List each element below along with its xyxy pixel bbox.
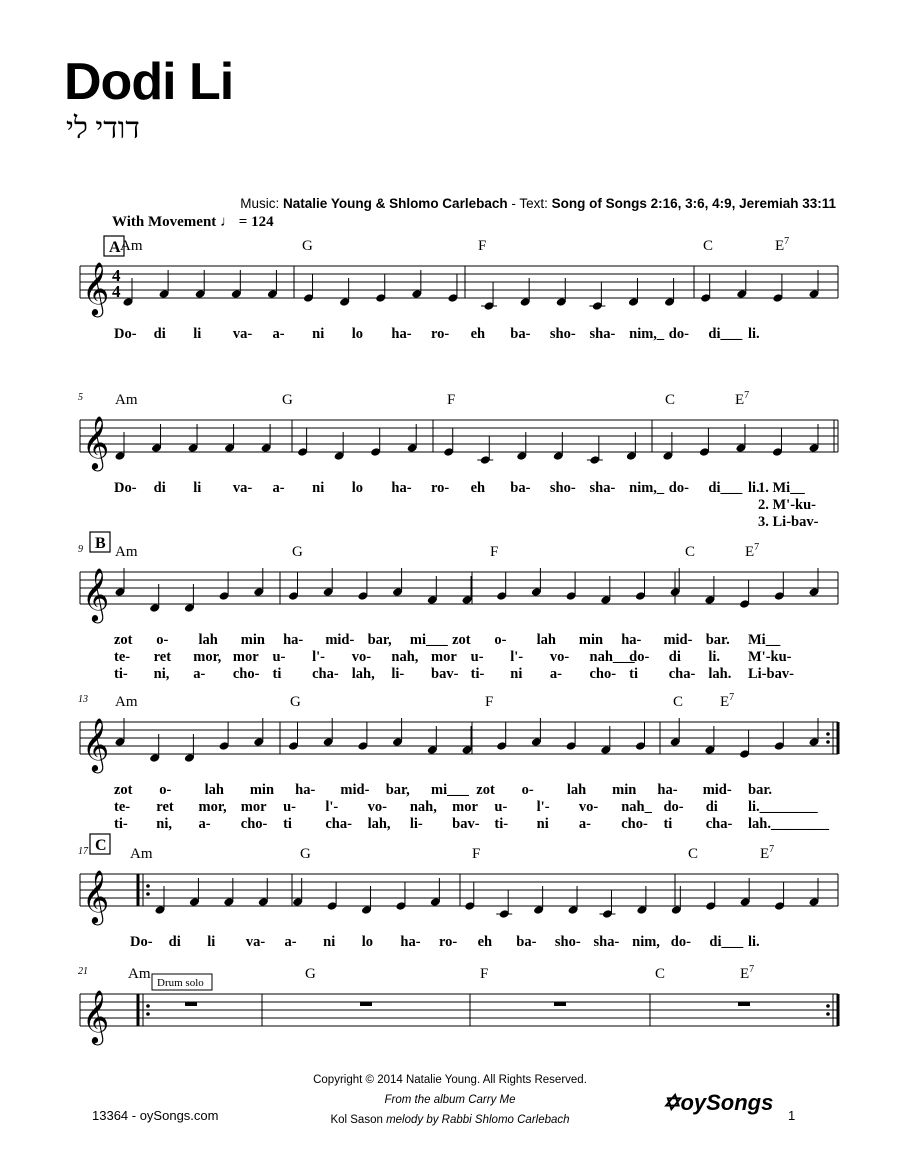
lyric-syllable: zot — [452, 632, 471, 648]
lyric-syllable: ti- — [470, 666, 485, 682]
lyric-syllable: nim, — [632, 934, 660, 950]
lyric-syllable: ni, — [153, 666, 170, 682]
lyric-syllable: cha- — [325, 816, 352, 832]
lyric-syllable: te- — [114, 799, 131, 815]
lyric-syllable: min — [240, 632, 265, 648]
chord-symbol: Am — [115, 694, 138, 710]
text-source: Song of Songs 2:16, 3:6, 4:9, Jeremiah 33:11 — [551, 196, 836, 211]
tempo-bpm: = 124 — [238, 214, 274, 230]
lyric-syllable: l'- — [312, 649, 326, 665]
kol-sason-prefix: Kol Sason — [330, 1114, 383, 1126]
chord-symbol: Am — [128, 966, 151, 982]
lyric-syllable: eh — [470, 480, 486, 496]
chord-symbol: Am — [115, 392, 138, 408]
lyric-syllable: o- — [494, 632, 507, 648]
repeat-dot — [146, 1012, 150, 1016]
lyric-syllable: zot — [114, 782, 133, 798]
lyric-syllable: ha- — [295, 782, 316, 798]
repeat-dot — [826, 1012, 830, 1016]
lyric-syllable: ba- — [510, 480, 531, 496]
time-signature-top: 4 — [112, 266, 121, 285]
lyric-syllable: min — [578, 632, 604, 648]
lyric-syllable: te- — [114, 649, 131, 665]
lyric-syllable: mi___ — [431, 782, 469, 798]
lyric-syllable: nah, — [391, 649, 419, 665]
chord-symbol: G — [305, 966, 316, 982]
measure-number: 13 — [78, 694, 88, 705]
oysongs-logo: ✡oySongs — [662, 1090, 774, 1115]
repeat-dot — [826, 740, 830, 744]
chord-symbol: G — [292, 544, 303, 560]
catalog-number: 13364 - oySongs.com — [92, 1108, 219, 1123]
lyric-syllable: u- — [272, 649, 286, 665]
lyric-syllable: ha- — [657, 782, 678, 798]
lyric-syllable: ti — [663, 816, 673, 832]
lyric-syllable: li- — [391, 666, 405, 682]
lyric-syllable: ha- — [391, 480, 412, 496]
lyric-syllable: a- — [578, 816, 592, 832]
lyric-syllable: mi___ — [409, 632, 448, 648]
chord-seventh: 7 — [784, 236, 790, 247]
lyric-syllable: do- — [670, 934, 691, 950]
lyric-syllable: di___ — [708, 326, 743, 342]
chord-symbol: $E^7$ — [720, 692, 735, 710]
lyric-syllable: li- — [409, 816, 423, 832]
rehearsal-mark: A — [109, 239, 121, 256]
lyric-syllable: lah, — [351, 666, 375, 682]
lyric-syllable: mor — [240, 799, 267, 815]
measure-number: 21 — [78, 966, 88, 977]
lyric-syllable: ni — [312, 480, 325, 496]
repeat-dot — [146, 1004, 150, 1008]
lyric-syllable: lah.________ — [748, 816, 829, 832]
lyric-syllable: bar. — [705, 632, 730, 648]
treble-clef-icon: 𝄞 — [82, 261, 110, 315]
rehearsal-mark: C — [95, 837, 107, 854]
lyric-syllable: bar. — [748, 782, 773, 798]
lyric-syllable: li.________ — [748, 799, 818, 815]
lyric-syllable: va- — [232, 326, 253, 342]
lyric-syllable: bav- — [452, 816, 480, 832]
lyric-syllable: ba- — [510, 326, 531, 342]
page-number: 1 — [788, 1108, 796, 1123]
measure-number: 5 — [78, 392, 83, 403]
chord-symbol: G — [302, 238, 313, 254]
verse-number: 2. M'-ku- — [758, 497, 816, 513]
lyric-syllable: di___ — [709, 934, 744, 950]
lyric-syllable: Mi__ — [748, 632, 781, 648]
chord-symbol: Am — [115, 544, 138, 560]
lyric-syllable: nah_ — [621, 799, 652, 815]
lyric-syllable: ti — [629, 666, 638, 682]
chord-symbol: C — [673, 694, 684, 710]
lyric-syllable: ni — [323, 934, 336, 950]
chord-symbol: $E^7$ — [775, 236, 790, 254]
lyric-syllable: lah. — [708, 666, 732, 682]
chord-symbol: C — [688, 846, 699, 862]
lyric-syllable: Li-bav- — [748, 666, 794, 682]
lyric-syllable: sha- — [593, 934, 620, 950]
lyric-syllable: ba- — [516, 934, 537, 950]
lyric-syllable: di — [705, 799, 718, 815]
kol-sason-suffix: melody by Rabbi Shlomo Carlebach — [386, 1114, 570, 1126]
chord-seventh: 7 — [729, 692, 735, 703]
lyric-syllable: cha- — [668, 666, 696, 682]
lyric-syllable: va- — [245, 934, 266, 950]
chord-symbol: Am — [120, 238, 143, 254]
treble-clef-icon: 𝄞 — [82, 415, 110, 469]
lyric-syllable: do- — [663, 799, 684, 815]
lyric-syllable: cho- — [621, 816, 648, 832]
lyric-syllable: Do- — [130, 934, 153, 950]
music-label: Music: — [240, 196, 280, 211]
repeat-dot — [146, 892, 150, 896]
lyric-syllable: nim,_ — [629, 480, 665, 496]
lyric-syllable: u- — [283, 799, 296, 815]
chord-symbol: C — [685, 544, 696, 560]
chord-symbol: G — [290, 694, 301, 710]
lyric-syllable: li. — [748, 480, 760, 496]
repeat-dot — [826, 1004, 830, 1008]
lyric-syllable: mid- — [340, 782, 370, 798]
lyric-syllable: cha- — [705, 816, 733, 832]
lyric-syllable: ha- — [400, 934, 421, 950]
lyric-syllable: o- — [521, 782, 534, 798]
lyric-syllable: di___ — [708, 480, 743, 496]
lyric-syllable: l'- — [510, 649, 524, 665]
lyric-syllable: mor — [452, 799, 478, 815]
chord-symbol: $E^7$ — [760, 844, 775, 862]
lyric-syllable: mid- — [325, 632, 355, 648]
lyric-syllable: di — [168, 934, 181, 950]
lyric-syllable: l'- — [536, 799, 550, 815]
lyric-syllable: ret — [153, 649, 172, 665]
chord-symbol: $E^7$ — [745, 542, 760, 560]
lyric-syllable: do- — [668, 326, 689, 342]
lyric-syllable: zot — [114, 632, 133, 648]
lyric-syllable: do- — [629, 649, 650, 665]
lyric-syllable: lah, — [367, 816, 391, 832]
lyric-syllable: di — [153, 480, 166, 496]
chord-symbol: $E^7$ — [735, 390, 750, 408]
tempo-text: With Movement — [112, 214, 217, 230]
lyric-syllable: lah — [204, 782, 224, 798]
lyric-syllable: vo- — [351, 649, 372, 665]
lyric-syllable: ti- — [114, 816, 128, 832]
verse-number: 3. Li-bav- — [758, 514, 819, 530]
lyric-syllable: ro- — [431, 480, 450, 496]
lyric-syllable: o- — [159, 782, 172, 798]
lyric-syllable: li. — [708, 649, 721, 665]
lyric-syllable: do- — [668, 480, 689, 496]
whole-rest — [738, 1002, 750, 1006]
lyric-syllable: l'- — [325, 799, 339, 815]
lyric-syllable: zot — [476, 782, 495, 798]
lyric-syllable: cha- — [312, 666, 339, 682]
lyric-syllable: vo- — [578, 799, 599, 815]
lyric-syllable: a- — [272, 480, 285, 496]
treble-clef-icon: 𝄞 — [82, 717, 110, 771]
lyric-syllable: li — [193, 326, 202, 342]
lyric-syllable: lo — [361, 934, 374, 950]
composers: Natalie Young & Shlomo Carlebach — [283, 196, 508, 211]
verse-number: 1. Mi__ — [758, 480, 805, 496]
whole-rest — [554, 1002, 566, 1006]
lyric-syllable: min — [612, 782, 637, 798]
chord-seventh: 7 — [749, 964, 755, 975]
treble-clef-icon: 𝄞 — [82, 869, 110, 923]
lyric-syllable: di — [153, 326, 166, 342]
lyric-syllable: nah___ — [589, 649, 635, 665]
lyric-syllable: sho- — [549, 326, 576, 342]
measure-number: 9 — [78, 544, 83, 555]
treble-clef-icon: 𝄞 — [82, 989, 110, 1043]
repeat-dot — [826, 732, 830, 736]
lyric-syllable: mor — [232, 649, 259, 665]
chord-seventh: 7 — [754, 542, 760, 553]
lyric-syllable: eh — [470, 326, 486, 342]
lyric-syllable: a- — [198, 816, 211, 832]
lyric-syllable: o- — [156, 632, 169, 648]
lyric-syllable: mor — [431, 649, 457, 665]
chord-symbol: F — [447, 392, 456, 408]
lyric-syllable: lah — [566, 782, 587, 798]
text-label: - Text: — [511, 196, 548, 211]
lyric-syllable: u- — [470, 649, 484, 665]
lyric-syllable: Do- — [114, 480, 137, 496]
time-signature-bottom: 4 — [112, 282, 121, 301]
lyric-syllable: ni — [510, 666, 523, 682]
chord-symbol: F — [472, 846, 481, 862]
lyric-syllable: bar, — [385, 782, 410, 798]
chord-symbol: F — [478, 238, 487, 254]
rehearsal-mark: B — [95, 535, 106, 552]
lyric-syllable: sho- — [554, 934, 581, 950]
lyric-syllable: bav- — [431, 666, 459, 682]
lyric-syllable: sha- — [589, 480, 616, 496]
chord-symbol: F — [490, 544, 499, 560]
lyric-syllable: ti- — [114, 666, 128, 682]
lyric-syllable: cho- — [589, 666, 617, 682]
album-line: From the album Carry Me — [384, 1094, 516, 1106]
chord-symbol: C — [703, 238, 714, 254]
lyric-syllable: mid- — [702, 782, 732, 798]
whole-rest — [185, 1002, 197, 1006]
lyric-syllable: ti- — [494, 816, 509, 832]
lyric-syllable: u- — [494, 799, 508, 815]
whole-rest — [360, 1002, 372, 1006]
lyric-syllable: ni — [312, 326, 325, 342]
lyric-syllable: lah — [198, 632, 218, 648]
chord-symbol: Am — [130, 846, 153, 862]
song-title: Dodi Li — [64, 53, 234, 111]
lyric-syllable: nah, — [409, 799, 437, 815]
lyric-syllable: ti — [272, 666, 282, 682]
chord-symbol: C — [665, 392, 676, 408]
lyric-syllable: a- — [272, 326, 285, 342]
lyric-syllable: ro- — [431, 326, 450, 342]
lyric-syllable: ti — [283, 816, 292, 832]
lyric-syllable: di — [668, 649, 681, 665]
lyric-syllable: eh — [477, 934, 493, 950]
lyric-syllable: va- — [232, 480, 253, 496]
logo-text: oySongs — [680, 1090, 774, 1115]
lyric-syllable: lo — [351, 480, 364, 496]
lyric-syllable: ro- — [439, 934, 458, 950]
lyric-syllable: sho- — [549, 480, 576, 496]
lyric-syllable: cho- — [232, 666, 260, 682]
lyric-syllable: M'-ku- — [748, 649, 792, 665]
repeat-dot — [146, 884, 150, 888]
chord-symbol: C — [655, 966, 666, 982]
lyric-syllable: vo- — [549, 649, 570, 665]
hebrew-title: דודי לי — [66, 112, 140, 145]
lyric-syllable: li — [193, 480, 202, 496]
lyric-syllable: a- — [549, 666, 562, 682]
lyric-syllable: mor, — [193, 649, 222, 665]
chord-symbol: F — [480, 966, 489, 982]
lyric-syllable: ni — [536, 816, 549, 832]
lyric-syllable: ni, — [156, 816, 172, 832]
lyric-syllable: mid- — [663, 632, 693, 648]
lyric-syllable: li. — [748, 934, 760, 950]
lyric-syllable: ret — [156, 799, 174, 815]
lyric-syllable: a- — [193, 666, 206, 682]
copyright: Copyright © 2014 Natalie Young. All Rights Reserved. — [313, 1074, 587, 1086]
chord-symbol: G — [300, 846, 311, 862]
chord-symbol: $E^7$ — [740, 964, 755, 982]
lyric-syllable: sha- — [589, 326, 616, 342]
lyric-syllable: ha- — [391, 326, 412, 342]
lyric-syllable: lah — [536, 632, 557, 648]
lyric-syllable: vo- — [367, 799, 387, 815]
chord-seventh: 7 — [769, 844, 775, 855]
lyric-syllable: min — [249, 782, 275, 798]
lyric-syllable: ha- — [621, 632, 642, 648]
lyric-syllable: lo — [351, 326, 364, 342]
lyric-syllable: a- — [284, 934, 297, 950]
lyric-syllable: ha- — [283, 632, 304, 648]
chord-symbol: F — [485, 694, 494, 710]
chord-symbol: G — [282, 392, 293, 408]
chord-seventh: 7 — [744, 390, 750, 401]
lyric-syllable: cho- — [240, 816, 268, 832]
lyric-syllable: li. — [748, 326, 760, 342]
treble-clef-icon: 𝄞 — [82, 567, 110, 621]
measure-number: 17 — [78, 846, 88, 857]
lyric-syllable: nim,_ — [629, 326, 665, 342]
lyric-syllable: bar, — [367, 632, 392, 648]
lyric-syllable: Do- — [114, 326, 137, 342]
quarter-note-icon: ♩ — [220, 214, 236, 230]
lyric-syllable: mor, — [198, 799, 227, 815]
drum-solo-label: Drum solo — [157, 977, 204, 989]
lyric-syllable: li — [207, 934, 216, 950]
